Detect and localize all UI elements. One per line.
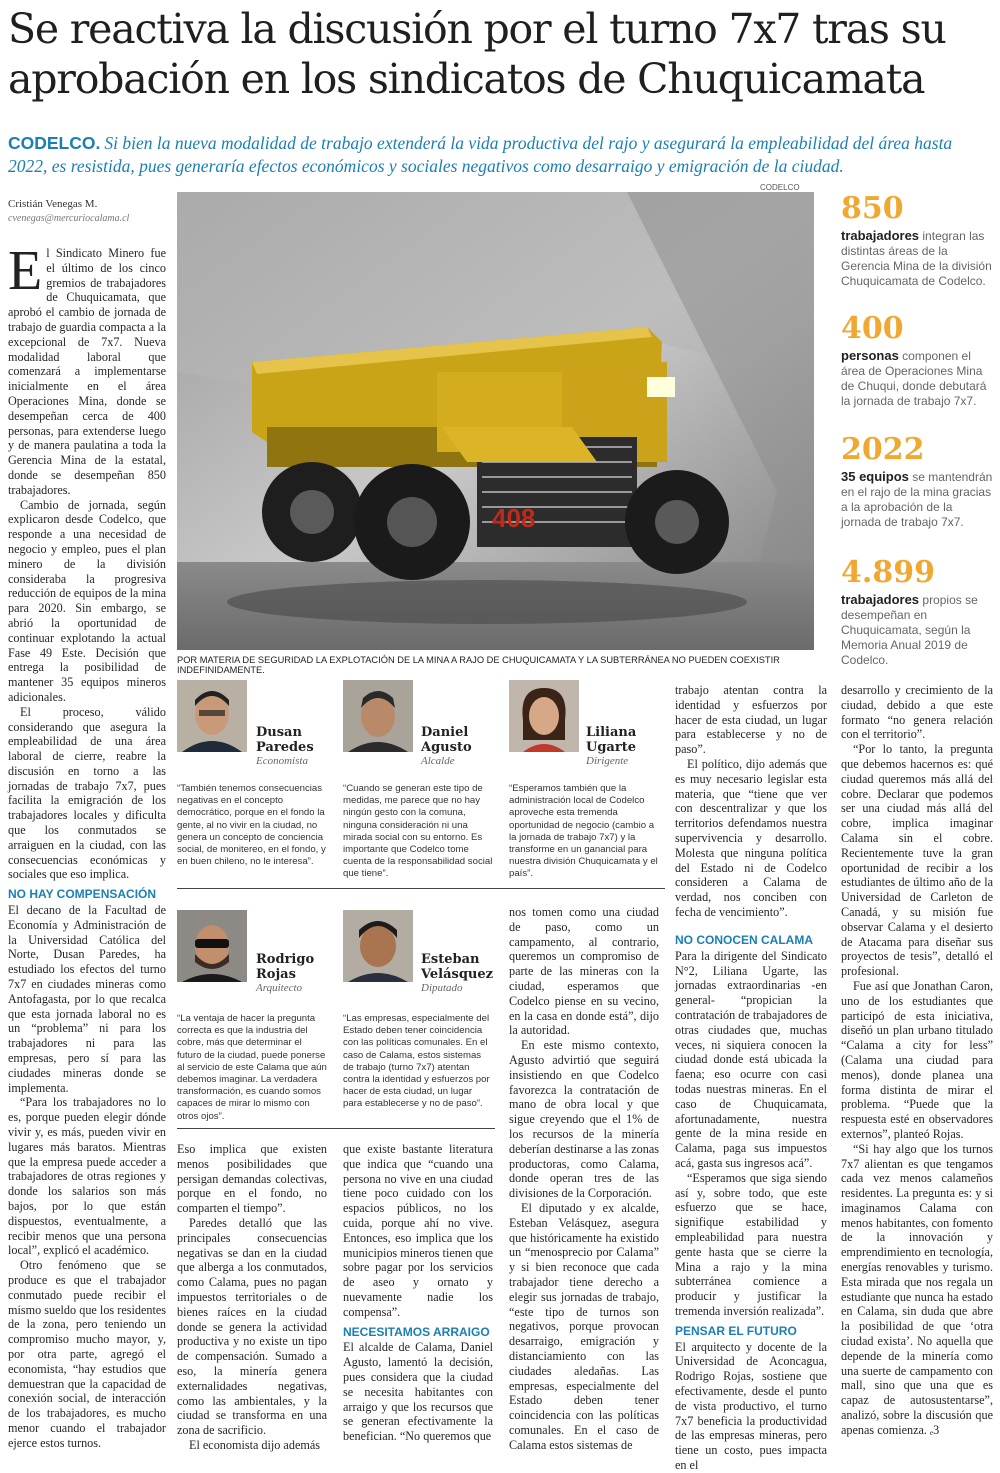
subheading: NO HAY COMPENSACIÓN <box>8 887 157 902</box>
quote-liliana: “Esperamos también que la administración local de Codelco aproveche esta tremenda oportunidad de negocio (cambio a la jornada de trabajo 7x7) y la transforme en un ganancial para nuestra división Chuquicamata y el país”. <box>509 783 658 880</box>
stat-block <box>841 556 993 668</box>
column-5 <box>675 928 827 1473</box>
paragraph: El economista dijo además <box>189 1437 320 1452</box>
profile-role: Diputado <box>421 982 463 994</box>
stat-text: componen el área de Operaciones Mina de Chuqui, donde debutará la jornada de trabajo 7x7. <box>841 349 987 408</box>
mining-truck-photo <box>177 192 814 650</box>
truck-number: 408 <box>492 503 536 533</box>
stat-block <box>841 192 993 289</box>
paragraph: El decano de la Facultad de Economía y Administración de la Universidad Católica del Norte, Dusan Paredes, ha estudiado los efectos del turno 7x7 en ciudades mineras como Antofagasta, por lo que recalca que esta jornada laboral no es un “problema” ni para los trabajadores ni para las empresas, pero sí para las ciudades mineras donde se implementa. <box>8 903 166 1095</box>
photo-credit: CODELCO <box>760 183 800 192</box>
stat-number: 400 <box>841 311 904 346</box>
profile-role: Arquitecto <box>256 982 303 994</box>
stat-label: trabajadores <box>841 228 920 243</box>
headline <box>8 4 998 104</box>
stat-number: 4.899 <box>841 555 935 590</box>
paragraph: “Por lo tanto, la pregunta que debemos hacernos es: qué ciudad queremos más allá del cobre. Declarar que podemos ser una ciudad más allá del cobre, implica imaginar Calama sin el cobre. Recientemente tuve la gran oportunidad de recibir a los estudiantes de último año de la Universidad de Carleton de Canadá, y su misión fue observar Calama y el desierto de Atacama para diseñar sus proyectos de tesis”, detalló el profesional. <box>841 742 993 979</box>
avatar <box>177 910 247 982</box>
truck <box>252 327 729 580</box>
end-mark: ₑ3 <box>930 1422 940 1437</box>
profile-surname: Rojas <box>256 967 296 982</box>
author-email: cvenegas@mercuriocalama.cl <box>8 213 130 224</box>
profile-surname: Velásquez <box>421 967 494 982</box>
profile-surname: Ugarte <box>586 740 636 755</box>
stat-text: integran las distintas áreas de la Gerencia Mina de la división Chuquicamata de Codelco. <box>841 229 992 288</box>
paragraph: Eso implica que existen menos posibilidades que persigan demandas colectivas, porque en el fondo, no comparten el tiempo”. <box>177 1142 327 1216</box>
paragraph: El político, dijo además que es muy necesario legislar esta materia, que “tiene que ver con descentralizar y que los territorios defendamos nuestra supervivencia y desarrollo. Molesta que ninguna política del Estado ni de Codelco consideren a Calama de verdad, nos conciben con fecha de vencimiento”. <box>675 756 827 919</box>
lead-paragraph <box>8 132 993 177</box>
profile-name: Rodrigo <box>256 952 315 967</box>
truck-illustration <box>177 192 814 650</box>
photo-caption: POR MATERIA DE SEGURIDAD LA EXPLOTACIÓN DE LA MINA A RAJO DE CHUQUICAMATA Y LA SUBTERRÁNEA NO PUEDEN COEXISTIR INDEFINIDAMENTE. <box>177 655 780 675</box>
quote-rodrigo: “La ventaja de hacer la pregunta correcta es que la industria del cobre, más que determinar el futuro de la ciudad, puede ponerse al servicio de este Calama que aún debemos imaginar. La verdadera transformación, es cuando somos capaces de mirar lo mismo con otros ojos”. <box>177 1013 327 1122</box>
paragraph: Paredes detalló que las principales consecuencias negativas se dan en la ciudad que alberga a los conmutados, como Calama, pues no pagan impuestos territoriales o de bienes raíces en la ciudad donde se genera la actividad productiva y no existe un tipo de compensación. Sumado a eso, la minería genera externalidades negativas, como las ambientales, y la ciudad se transforma en una zona de sacrificio. <box>177 1215 327 1438</box>
paragraph: “Esperamos que siga siendo así y, sobre todo, que este esfuerzo que se hace, signifique estabilidad y empleabilidad para nuestra gente hasta que se cierre la Mina a rajo y la mina subterránea comience a producir y justificar la tremenda inversión realizada”. <box>675 1170 827 1318</box>
paragraph: El proceso, válido considerando que asegura la empleabilidad de una área laboral de cierre, reabre la discusión en torno a las jornadas de trabajo 7x7, pues facilita la emigración de los trabajadores locales y dificulta que los conmutados se arraiguen en la ciudad, con las consecuencias económicas y sociales que eso implica. <box>8 704 166 882</box>
column-4-bottom <box>509 905 659 1452</box>
stat-number: 850 <box>841 191 904 226</box>
lead-text: Si bien la nueva modalidad de trabajo extenderá la vida productiva del rajo y asegurará la empleabilidad del área hasta 2022, es resistida, pues generaría efectos económicos y sociales negativos como desarraigo y emigración de la ciudad. <box>8 133 953 176</box>
profile-name: Liliana <box>586 725 637 740</box>
subheading: NO CONOCEN CALAMA <box>675 933 813 947</box>
author-name: Cristián Venegas M. <box>8 198 98 210</box>
kicker: CODELCO. <box>8 133 101 153</box>
paragraph: nos tomen como una ciudad de paso, como un campamento, al contrario, queremos un compromiso de parte de las mineras con la ciudad, esperamos que Codelco piense en su vecino, en la casa en donde está”, dijo la autoridad. <box>509 905 659 1038</box>
stat-label: trabajadores <box>841 592 920 607</box>
profile-name: Esteban <box>421 952 480 967</box>
stat-text: propios se desempeñan en Chuquicamata, según la Memoria Anual 2019 de Codelco. <box>841 593 978 667</box>
profile-role: Alcalde <box>421 755 455 767</box>
column-3 <box>343 1142 493 1444</box>
quote-daniel: “Cuando se generan este tipo de medidas, me parece que no hay ningún gesto con la comuna, ninguna consideración ni una mirada social con su entorno. Es importante que Codelco tome cuenta de la responsabilidad social que tiene”. <box>343 783 493 880</box>
paragraph: Fue así que Jonathan Caron, uno de los estudiantes que participó de esta iniciativa, diseñó un plan urbano titulado “Calama a city for less” (Calama una ciudad para menos), donde planea una forma distinta de mirar el problema. “Puede que la respuesta esté en observadores externos”, planteó Rojas. <box>841 978 993 1141</box>
quote-dusan: “También tenemos consecuencias negativas en el concepto democrático, porque en el fondo la gente, al no vivir en la ciudad, no genera un concepto de conciencia social, de monitereo, en el fondo, y en buen chileno, no le interesa”. <box>177 783 326 868</box>
avatar <box>343 910 413 982</box>
paragraph: Para la dirigente del Sindicato N°2, Liliana Ugarte, las jornadas extraordinarias -en general- “propician la contratación de trabajadores de otras ciudades que, muchas veces, ni siquiera conocen la ciudad donde está ubicada la faena; eso ocurre con casi todas nuestras mineras. En el caso de Chuquicamata, afortunadamente, nuestra gente de la mina reside en Calama, paga sus impuestos acá, gasta sus ingresos acá”. <box>675 948 827 1170</box>
paragraph: El alcalde de Calama, Daniel Agusto, lamentó la decisión, pues considera que la ciudad se necesita habitantes con arraigo y que los recursos que se generan efectivamente la benefician. “No queremos que <box>343 1340 493 1444</box>
paragraph: El diputado y ex alcalde, Esteban Velásquez, asegura que históricamente ha existido un “menosprecio por Calama” y si bien reconoce que cada trabajador tiene derecho a elegir sus jornadas de trabajo, “este tipo de turnos son negativos, porque provocan desarraigo, emigración y distanciamiento con las ciudades aledañas. Las empresas, especialmente del Estado deben tener coincidencia con las políticas comunales. En el caso de Calama estos sistemas de <box>509 1200 659 1452</box>
stat-label: 35 equipos <box>841 469 909 484</box>
divider <box>177 1128 495 1129</box>
stat-number: 2022 <box>841 432 925 467</box>
profile-surname: Agusto <box>421 740 472 755</box>
paragraph: “Para los trabajadores no lo es, porque pueden elegir dónde vivir y, es más, pueden vivir en lugares más baratos. Mientras que la empresa puede acceder a trabajadores de otras regiones y donde los salarios son más bajos, por lo que están dispuestos, eventualmente, a recibir menos que una persona local”, explicó el académico. <box>8 1095 166 1258</box>
avatar <box>177 680 247 752</box>
stat-block <box>841 312 993 409</box>
stat-text: se mantendrán en el rajo de la mina gracias a la aprobación de la jornada de trabajo 7x7. <box>841 470 993 529</box>
avatar <box>509 680 579 752</box>
paragraph: Cambio de jornada, según explicaron desde Codelco, que responde a una necesidad de negocio y empleo, pues el plan minero de la división consideraba la progresiva reducción de equipos de la mina para 2020. Sin embargo, se abrió la oportunidad de continuar explotando la actual Fase 49 Este. Decisión que entrega la posibilidad de mantener 35 equipos mineros adicionales. <box>8 497 166 704</box>
paragraph: Otro fenómeno que se produce es que el trabajador conmutado puede recibir el mismo sueldo que los residentes de la zona, pero teniendo un compromiso mucho mayor, y, por otra parte, agregó el economista, “hay estudios que demuestran que la capacidad de conexión social, de interacción de los trabajadores, es mucho menor cuando el trabajador ejerce estos turnos. <box>8 1258 166 1450</box>
avatar <box>343 680 413 752</box>
stat-block <box>841 433 993 530</box>
paragraph: trabajo atentan contra la identidad y esfuerzos por hacer de esta ciudad, un lugar para establecerse y no de paso”. <box>675 683 827 757</box>
profile-name: Daniel <box>421 725 469 740</box>
paragraph: desarrollo y crecimiento de la ciudad, debido a que este formato “no genera relación con el territorio”. <box>841 683 993 742</box>
paragraph: “Si hay algo que los turnos 7x7 alientan es que tengamos cada vez menos calameños residentes. La pregunta es: y si imaginamos Calama con menos habitantes, con fomento de la innovación y emprendimiento en tecnología, energías renovables y turismo. Esta mirada que nos regala un estudiante que nunca ha estado en Calama, sin duda que abre la posibilidad de que ‘otra ciudad exista’. No aquella que depende de la minería como una suerte de campamento con mall, sino que una que es capaz de autosustentarse”, analizó, sobre la discusión que apenas comienza. ₑ3 <box>841 1141 993 1437</box>
column-6 <box>841 683 993 1438</box>
divider <box>177 888 665 889</box>
profile-role: Dirigente <box>586 755 629 767</box>
profile-name: Dusan <box>256 725 302 740</box>
paragraph: En este mismo contexto, Agusto advirtió que seguirá insistiendo en que Codelco favorezca la contratación de mano de obra local y que sigue creyendo que el 1% de los recursos de la minería deberían destinarse a las zonas productoras, como Calama, donde operan tres de las divisiones de la Corporación. <box>509 1038 659 1201</box>
stat-label: personas <box>841 348 899 363</box>
headline-line-1: Se reactiva la discusión por el turno 7x7 tras su <box>8 5 946 53</box>
column-1 <box>8 240 167 1451</box>
profile-surname: Paredes <box>256 740 314 755</box>
column-4-top <box>675 683 827 920</box>
profile-role: Economista <box>256 755 308 767</box>
paragraph: que existe bastante literatura que indica que “cuando una persona no vive en una ciudad tiene poco cuidado con los espacios públicos, no los cuida, porque ahí no vive. Entonces, eso implica que los municipios mineros tienen que sobre pagar por los servicios de aseo y ornato y nuevamente nadie los compensa”. <box>343 1142 493 1319</box>
drop-cap: E <box>8 240 43 302</box>
headline-line-2: aprobación en los sindicatos de Chuquicamata <box>8 55 925 103</box>
subheading: PENSAR EL FUTURO <box>675 1323 797 1338</box>
column-2 <box>177 1142 327 1453</box>
subheading: NECESITAMOS ARRAIGO <box>343 1324 490 1339</box>
byline <box>8 198 168 224</box>
paragraph: El Sindicato Minero fue el último de los cinco gremios de trabajadores de Chuquicamata, que aprobó el cambio de jornada de trabajo de guardia compacta a la excepcional de 7x7. Nueva modalidad laboral que comenzará a implementarse inicialmente en el área Operaciones Mina, donde se desempeñan cerca de 400 personas, para extenderse luego y de manera paulatina a toda la Gerencia Mina de la estatal, donde se desempeñan 850 trabajadores. <box>8 240 167 497</box>
paragraph: El arquitecto y docente de la Universidad de Aconcagua, Rodrigo Rojas, sostiene que efectivamente, desde el punto de vista productivo, el turno 7x7 beneficia la productividad de las empresas mineras, pero tiene un costo, pues impacta en el <box>675 1339 827 1472</box>
quote-esteban: “Las empresas, especialmente del Estado deben tener coincidencia con las políticas comunales. En el caso de Calama, estos sistemas de trabajo (turno 7x7) atentan contra la identidad y esfuerzos por hacer de esta ciudad, un lugar para establecerse y no de paso”. <box>343 1013 490 1110</box>
